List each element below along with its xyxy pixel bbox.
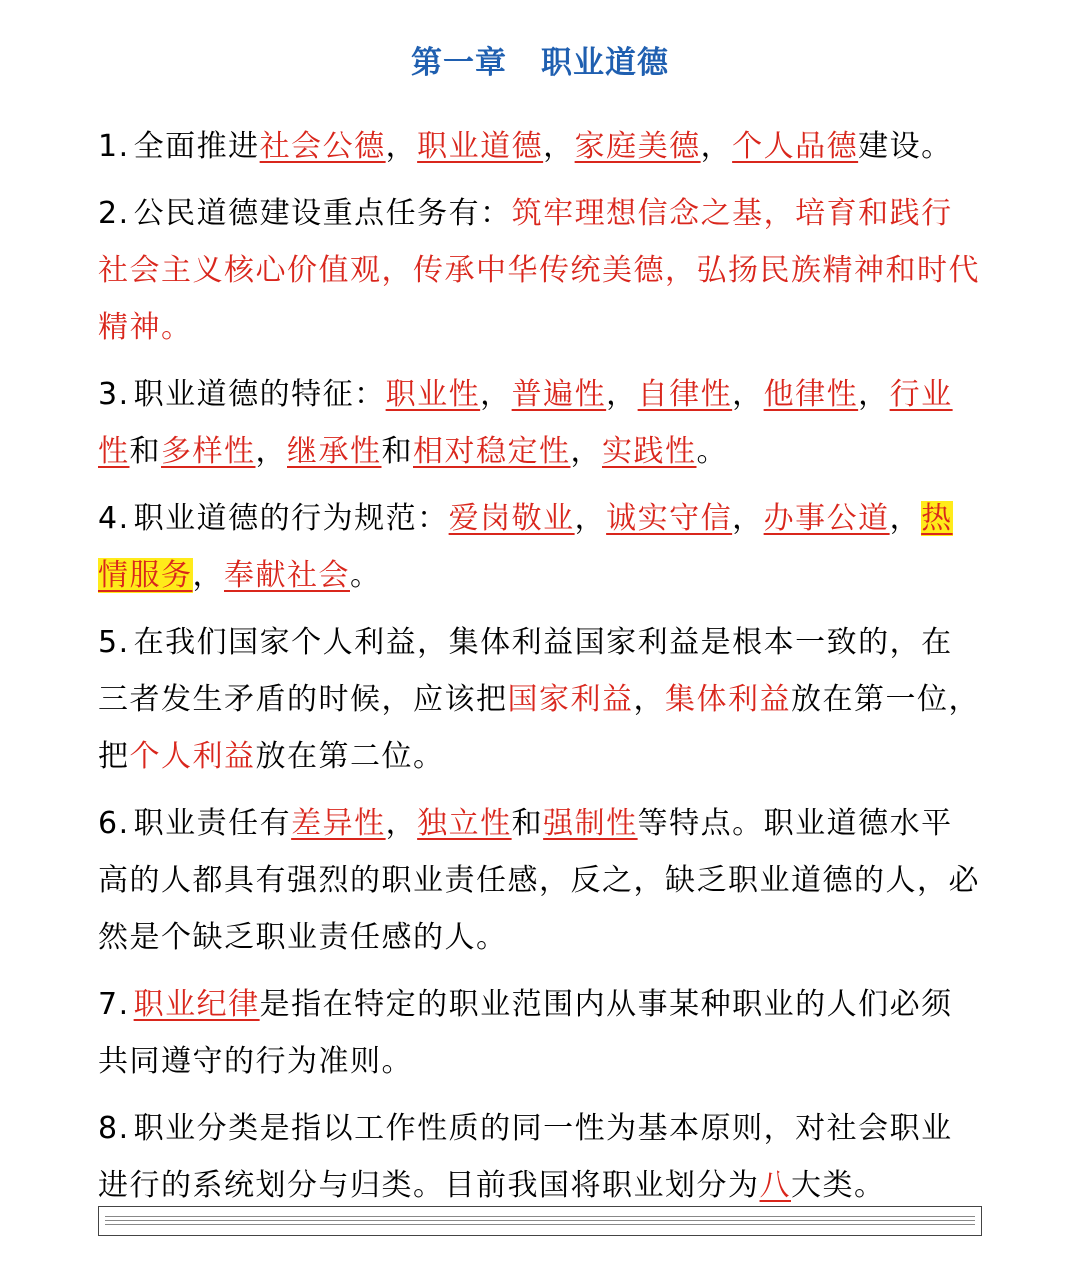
list-item (98, 1100, 982, 1214)
key-term: 热情服务 (98, 501, 953, 593)
footer-line (105, 1220, 975, 1221)
item-number: 5. (98, 625, 130, 660)
key-term: 职业性 (385, 377, 481, 412)
item-text: 全面推进 (133, 129, 260, 164)
item-text: 等特点。职业道德水平高的人都具有强烈的职业责任感，反之，缺乏职业道德的人，必然是个缺乏职业责任感的人。 (98, 806, 980, 955)
chapter-name: 职业道德 (541, 45, 669, 81)
list-item (98, 490, 982, 604)
item-number: 6. (98, 806, 130, 841)
key-term: 个人品德 (732, 129, 859, 164)
item-text: 。 (696, 434, 728, 469)
item-text: ， (192, 558, 224, 593)
key-term: 普遍性 (511, 377, 607, 412)
item-text: ， (385, 129, 418, 164)
item-number: 3. (98, 377, 130, 412)
item-text: ， (858, 377, 890, 412)
key-term: 独立性 (417, 806, 512, 841)
item-text: 职业道德的特征： (133, 377, 386, 412)
key-term: 继承性 (287, 434, 382, 469)
key-term: 自律性 (637, 377, 733, 412)
item-list (98, 118, 982, 1214)
list-item (98, 118, 982, 175)
item-text: ， (385, 806, 418, 841)
item-text: 职业责任有 (133, 806, 292, 841)
item-text: ， (606, 377, 638, 412)
key-term: 筑牢理想信念之基，培育和践行社会主义核心价值观，传承中华传统美德，弘扬民族精神和时代精神。 (98, 196, 980, 345)
item-text: 大类。 (791, 1168, 886, 1203)
item-text: ， (480, 377, 512, 412)
item-text: 放在第一位，把 (98, 682, 980, 774)
key-term: 爱岗敬业 (448, 501, 575, 536)
item-number: 8. (98, 1111, 130, 1146)
item-number: 1. (98, 129, 130, 164)
item-text: ， (732, 377, 764, 412)
item-text: ， (732, 501, 764, 536)
key-term: 诚实守信 (606, 501, 733, 536)
footer-divider-box (98, 1206, 982, 1236)
key-term: 办事公道 (763, 501, 890, 536)
item-text: 职业道德的行为规范： (133, 501, 449, 536)
item-text: 放在第二位。 (255, 739, 445, 774)
chapter-number: 第一章 (411, 45, 507, 81)
footer-line (105, 1216, 975, 1217)
item-number: 7. (98, 987, 130, 1022)
item-text: ， (570, 434, 602, 469)
key-term: 集体利益 (665, 682, 791, 717)
item-text: 和 (129, 434, 161, 469)
key-term: 强制性 (543, 806, 638, 841)
key-term: 相对稳定性 (413, 434, 571, 469)
key-term: 实践性 (602, 434, 697, 469)
item-text: 是指在特定的职业范围内从事某种职业的人们必须共同遵守的行为准则。 (98, 987, 953, 1079)
item-text: ， (255, 434, 287, 469)
key-term: 职业纪律 (133, 987, 260, 1022)
item-text: 和 (511, 806, 544, 841)
key-term: 个人利益 (129, 739, 256, 774)
list-item (98, 366, 982, 480)
list-item (98, 976, 982, 1090)
key-term: 社会公德 (259, 129, 386, 164)
footer-line (105, 1224, 975, 1225)
key-term: 多样性 (161, 434, 256, 469)
key-term: 国家利益 (507, 682, 634, 717)
list-item (98, 795, 982, 966)
item-text: 建设。 (858, 129, 953, 164)
key-term: 差异性 (291, 806, 386, 841)
key-term: 职业道德 (417, 129, 544, 164)
key-term: 家庭美德 (574, 129, 701, 164)
key-term: 八 (759, 1168, 791, 1203)
item-text: 公民道德建设重点任务有： (133, 196, 512, 231)
item-number: 2. (98, 196, 130, 231)
list-item (98, 185, 982, 356)
item-text: ， (574, 501, 607, 536)
item-text: ， (889, 501, 922, 536)
item-number: 4. (98, 501, 130, 536)
chapter-title (98, 38, 982, 88)
item-text: ， (543, 129, 575, 164)
item-text: ， (700, 129, 733, 164)
item-text: 在我们国家个人利益，集体利益国家利益是根本一致的，在三者发生矛盾的时候，应该把 (98, 625, 953, 717)
item-text: ， (633, 682, 665, 717)
item-text: 和 (381, 434, 413, 469)
item-text: 职业分类是指以工作性质的同一性为基本原则，对社会职业进行的系统划分与归类。目前我国将职业划分为 (98, 1111, 953, 1203)
key-term: 奉献社会 (224, 558, 350, 593)
item-text: 。 (350, 558, 382, 593)
list-item (98, 614, 982, 785)
key-term: 他律性 (763, 377, 859, 412)
key-term: 行业性 (98, 377, 953, 469)
